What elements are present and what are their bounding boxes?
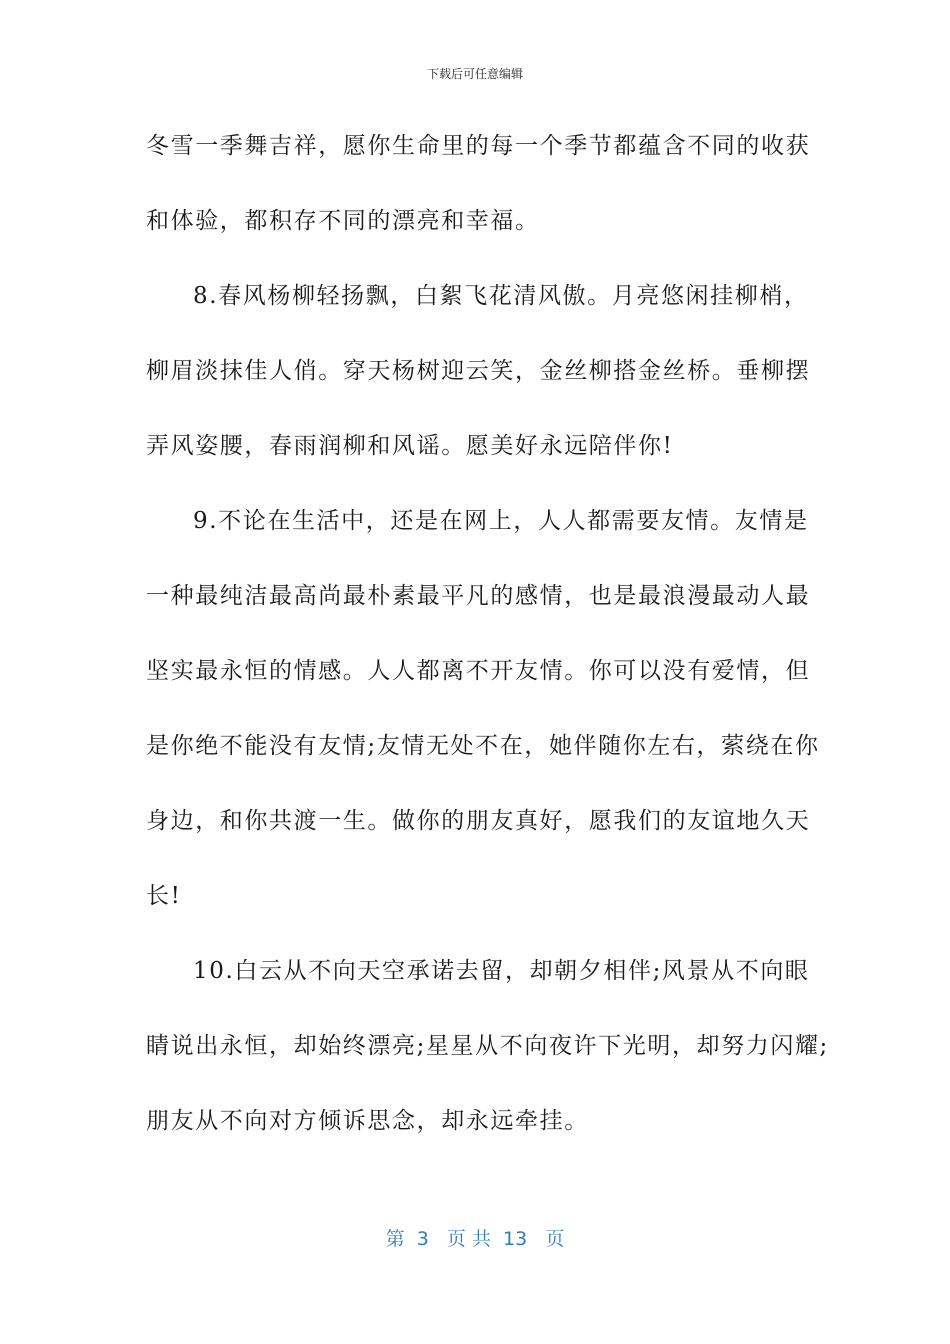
paragraph-8-start: 8.春风杨柳轻扬飘，白絮飞花清风傲。月亮悠闲挂柳梢， bbox=[193, 283, 809, 309]
document-body bbox=[146, 120, 829, 1170]
text-line: 一种最纯洁最高尚最朴素最平凡的感情，也是最浪漫最动人最 bbox=[146, 583, 811, 609]
page-number-footer: 第 3 页 共 13 页 bbox=[385, 1228, 565, 1250]
text-line: 朋友从不向对方倾诉思念，却永远牵挂。 bbox=[146, 1108, 589, 1134]
text-line: 和体验，都积存不同的漂亮和幸福。 bbox=[146, 208, 540, 234]
paragraph-10-start: 10.白云从不向天空承诺去留，却朝夕相伴;风景从不向眼 bbox=[193, 958, 810, 984]
header-note: 下载后可任意编辑 bbox=[426, 67, 523, 81]
text-line: 身边，和你共渡一生。做你的朋友真好，愿我们的友谊地久天 bbox=[146, 808, 811, 834]
text-line: 冬雪一季舞吉祥，愿你生命里的每一个季节都蕴含不同的收获 bbox=[146, 133, 811, 159]
text-line: 弄风姿腰，春雨润柳和风谣。愿美好永远陪伴你! bbox=[146, 433, 674, 459]
text-line: 坚实最永恒的情感。人人都离不开友情。你可以没有爱情，但 bbox=[146, 658, 811, 684]
text-line: 长! bbox=[146, 883, 182, 909]
text-line: 睛说出永恒，却始终漂亮;星星从不向夜许下光明，却努力闪耀; bbox=[146, 1033, 829, 1059]
text-line: 是你绝不能没有友情;友情无处不在，她伴随你左右，萦绕在你 bbox=[146, 733, 820, 759]
paragraph-9-start: 9.不论在生活中，还是在网上，人人都需要友情。友情是 bbox=[193, 508, 809, 534]
text-line: 柳眉淡抹佳人俏。穿天杨树迎云笑，金丝柳搭金丝桥。垂柳摆 bbox=[146, 358, 811, 384]
